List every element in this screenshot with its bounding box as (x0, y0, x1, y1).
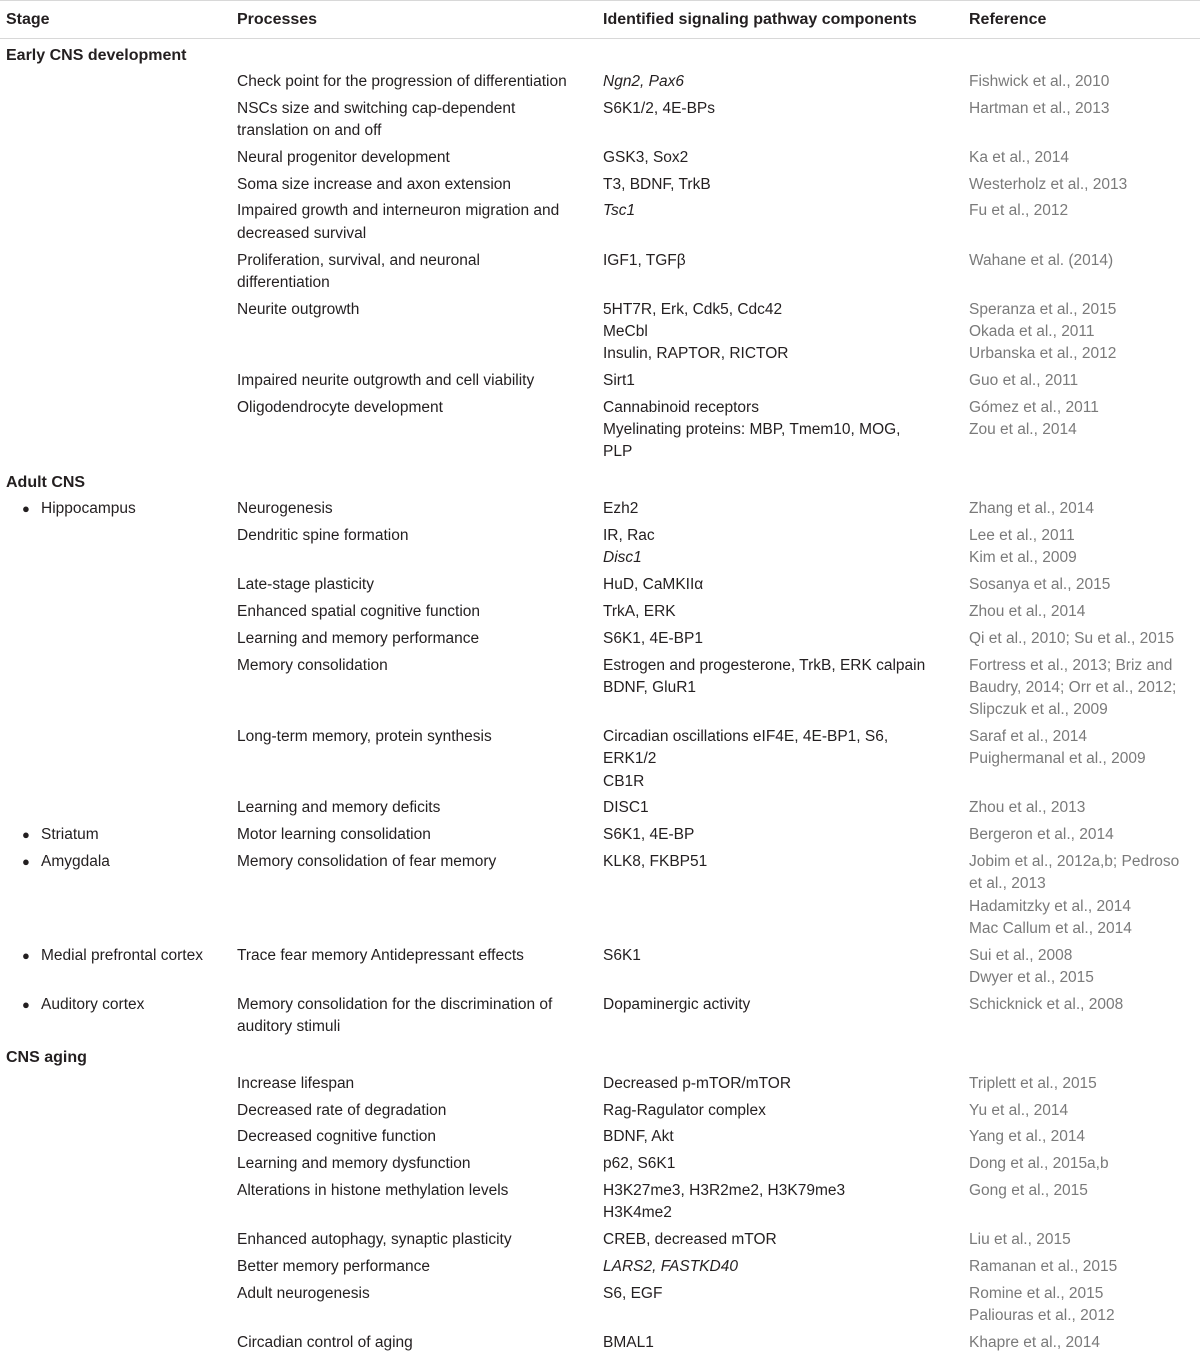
cell-line: Insulin, RAPTOR, RICTOR (603, 345, 789, 363)
components-cell (603, 1124, 969, 1151)
cell-line: LARS2, FASTKD40 (603, 1257, 738, 1275)
cell-line: Cannabinoid receptors (603, 398, 759, 416)
cell-line: Proliferation, survival, and neuronal (237, 251, 480, 269)
table-row (0, 1071, 1200, 1098)
table-row (0, 992, 1200, 1041)
components-cell (603, 1281, 969, 1330)
components-cell (603, 198, 969, 247)
process-cell (237, 1330, 603, 1357)
cell-line: PLP (603, 443, 633, 461)
cell-line: Slipczuk et al., 2009 (969, 701, 1108, 719)
cell-line: Wahane et al. (2014) (969, 251, 1114, 269)
cell-line: Neurite outgrowth (237, 300, 360, 318)
cell-line: Motor learning consolidation (237, 826, 431, 844)
cell-line: Khapre et al., 2014 (969, 1333, 1100, 1351)
table-row (0, 145, 1200, 172)
region-label: Amygdala (41, 852, 110, 870)
cell-line: Ezh2 (603, 500, 639, 518)
cell-line: Soma size increase and axon extension (237, 175, 511, 193)
process-cell (237, 1227, 603, 1254)
stage-cell (0, 572, 237, 599)
components-cell (603, 1151, 969, 1178)
components-cell (603, 1330, 969, 1357)
reference-cell (969, 523, 1200, 572)
bullet-icon: ● (22, 947, 30, 963)
cell-line: S6K1/2, 4E-BPs (603, 99, 716, 117)
stage-cell (0, 198, 237, 247)
cell-line: Check point for the progression of differentiation (237, 73, 567, 90)
stage-cell (0, 395, 237, 466)
section-title: Early CNS development (6, 47, 187, 64)
cell-line: Sosanya et al., 2015 (969, 576, 1111, 594)
cell-line: ERK1/2 (603, 750, 657, 768)
components-cell (603, 496, 969, 523)
cell-line: GSK3, Sox2 (603, 148, 689, 166)
components-cell (603, 572, 969, 599)
process-cell (237, 297, 603, 368)
reference-cell (969, 1071, 1200, 1098)
cell-line: Romine et al., 2015 (969, 1284, 1104, 1302)
cell-line: Enhanced autophagy, synaptic plasticity (237, 1231, 512, 1249)
stage-cell (0, 297, 237, 368)
components-cell (603, 368, 969, 395)
stage-cell (0, 1098, 237, 1125)
reference-cell (969, 1151, 1200, 1178)
process-cell (237, 626, 603, 653)
cell-line: Zhou et al., 2014 (969, 602, 1086, 620)
cell-line: Sirt1 (603, 372, 635, 390)
cell-line: Sui et al., 2008 (969, 946, 1073, 964)
cell-line: Estrogen and progesterone, TrkB, ERK calpain (603, 656, 926, 674)
cell-line: HuD, CaMKIIα (603, 576, 704, 594)
header-reference: Reference (969, 1, 1200, 39)
reference-cell (969, 172, 1200, 199)
reference-cell (969, 1098, 1200, 1125)
cell-line: Zhang et al., 2014 (969, 500, 1094, 518)
cell-line: Circadian oscillations eIF4E, 4E-BP1, S6, (603, 727, 889, 745)
cell-line: auditory stimuli (237, 1017, 341, 1035)
components-cell (603, 1098, 969, 1125)
cell-line: Learning and memory performance (237, 629, 480, 647)
stage-cell (0, 496, 237, 523)
reference-cell (969, 395, 1200, 466)
reference-cell (969, 368, 1200, 395)
cell-line: Zhou et al., 2013 (969, 799, 1086, 817)
reference-cell (969, 724, 1200, 795)
cell-line: Yu et al., 2014 (969, 1101, 1069, 1119)
cell-line: Trace fear memory Antidepressant effects (237, 946, 524, 964)
table-row (0, 1124, 1200, 1151)
cell-line: Increase lifespan (237, 1074, 355, 1092)
cell-line: Yang et al., 2014 (969, 1128, 1086, 1146)
components-cell (603, 1178, 969, 1227)
stage-cell (0, 1124, 237, 1151)
cell-line: Lee et al., 2011 (969, 527, 1075, 545)
table-row (0, 96, 1200, 145)
reference-cell (969, 496, 1200, 523)
cell-line: decreased survival (237, 224, 367, 242)
cell-line: IR, Rac (603, 527, 655, 545)
cell-line: Decreased cognitive function (237, 1128, 437, 1146)
components-cell (603, 795, 969, 822)
cell-line: MeCbl (603, 322, 648, 340)
section-title: CNS aging (6, 1048, 87, 1066)
table-row (0, 1254, 1200, 1281)
header-row (0, 1, 1200, 39)
cell-line: Learning and memory dysfunction (237, 1155, 471, 1173)
table-row (0, 368, 1200, 395)
table-body (0, 39, 1200, 1357)
stage-cell (0, 1071, 237, 1098)
process-cell (237, 795, 603, 822)
cell-line: translation on and off (237, 122, 382, 140)
process-cell (237, 69, 603, 96)
reference-cell (969, 1178, 1200, 1227)
stage-cell (0, 599, 237, 626)
cell-line: Hartman et al., 2013 (969, 99, 1110, 117)
cell-line: Tsc1 (603, 202, 636, 220)
reference-cell (969, 599, 1200, 626)
cell-line: Memory consolidation for the discrimination of (237, 995, 553, 1013)
cell-line: Ka et al., 2014 (969, 148, 1069, 166)
cell-line: Neural progenitor development (237, 148, 450, 166)
region-label: Medial prefrontal cortex (41, 946, 203, 964)
table-row (0, 297, 1200, 368)
cell-line: Hadamitzky et al., 2014 (969, 897, 1131, 915)
components-cell (603, 297, 969, 368)
cell-line: Dwyer et al., 2015 (969, 968, 1094, 986)
stage-cell (0, 1227, 237, 1254)
cell-line: Long-term memory, protein synthesis (237, 727, 492, 745)
process-cell (237, 1151, 603, 1178)
process-cell (237, 1071, 603, 1098)
components-cell (603, 849, 969, 943)
process-cell (237, 96, 603, 145)
stage-cell (0, 368, 237, 395)
cell-line: differentiation (237, 273, 330, 291)
reference-cell (969, 943, 1200, 992)
table-row (0, 1227, 1200, 1254)
components-cell (603, 626, 969, 653)
cell-line: et al., 2013 (969, 875, 1046, 893)
section-row (0, 39, 1200, 70)
reference-cell (969, 1281, 1200, 1330)
cell-line: CREB, decreased mTOR (603, 1231, 777, 1249)
cell-line: S6K1, 4E-BP1 (603, 629, 703, 647)
cell-line: Saraf et al., 2014 (969, 727, 1088, 745)
cell-line: KLK8, FKBP51 (603, 852, 708, 870)
cell-line: Myelinating proteins: MBP, Tmem10, MOG, (603, 421, 901, 439)
stage-cell (0, 523, 237, 572)
cell-line: Fishwick et al., 2010 (969, 73, 1110, 90)
bullet-icon: ● (22, 827, 30, 843)
process-cell (237, 849, 603, 943)
components-cell (603, 395, 969, 466)
components-cell (603, 172, 969, 199)
components-cell (603, 1071, 969, 1098)
table-row (0, 822, 1200, 849)
stage-cell (0, 1281, 237, 1330)
bullet-icon: ● (22, 996, 30, 1012)
cell-line: Zou et al., 2014 (969, 421, 1077, 439)
cell-line: Gómez et al., 2011 (969, 398, 1099, 416)
stage-cell (0, 992, 237, 1041)
cell-line: Ramanan et al., 2015 (969, 1257, 1118, 1275)
reference-cell (969, 1227, 1200, 1254)
components-cell (603, 145, 969, 172)
table-row (0, 795, 1200, 822)
cell-line: Bergeron et al., 2014 (969, 826, 1114, 844)
cell-line: Triplett et al., 2015 (969, 1074, 1097, 1092)
components-cell (603, 992, 969, 1041)
stage-cell (0, 795, 237, 822)
table-row (0, 1098, 1200, 1125)
process-cell (237, 599, 603, 626)
cell-line: Mac Callum et al., 2014 (969, 919, 1132, 937)
reference-cell (969, 795, 1200, 822)
components-cell (603, 69, 969, 96)
components-cell (603, 248, 969, 297)
cell-line: Impaired growth and interneuron migration and (237, 202, 560, 220)
stage-cell (0, 1254, 237, 1281)
stage-cell (0, 653, 237, 724)
table-row (0, 523, 1200, 572)
cell-line: Ngn2, Pax6 (603, 73, 684, 90)
cell-line: 5HT7R, Erk, Cdk5, Cdc42 (603, 300, 783, 318)
process-cell (237, 724, 603, 795)
cell-line: Fu et al., 2012 (969, 202, 1069, 220)
process-cell (237, 1124, 603, 1151)
cell-line: Disc1 (603, 549, 642, 567)
components-cell (603, 96, 969, 145)
table-row (0, 626, 1200, 653)
cell-line: Decreased rate of degradation (237, 1101, 447, 1119)
region-label: Striatum (41, 826, 99, 844)
stage-cell (0, 822, 237, 849)
region-label: Hippocampus (41, 500, 136, 518)
process-cell (237, 943, 603, 992)
reference-cell (969, 653, 1200, 724)
cell-line: Urbanska et al., 2012 (969, 345, 1117, 363)
cell-line: BMAL1 (603, 1333, 654, 1351)
reference-cell (969, 1254, 1200, 1281)
cell-line: Speranza et al., 2015 (969, 300, 1117, 318)
process-cell (237, 523, 603, 572)
reference-cell (969, 992, 1200, 1041)
cell-line: Better memory performance (237, 1257, 430, 1275)
process-cell (237, 1098, 603, 1125)
cell-line: CB1R (603, 772, 645, 790)
table-row (0, 599, 1200, 626)
cell-line: Dopaminergic activity (603, 995, 751, 1013)
cell-line: Liu et al., 2015 (969, 1231, 1071, 1249)
cell-line: BDNF, Akt (603, 1128, 674, 1146)
table-row (0, 1281, 1200, 1330)
cell-line: Baudry, 2014; Orr et al., 2012; (969, 678, 1177, 696)
cell-line: Decreased p-mTOR/mTOR (603, 1074, 792, 1092)
cell-line: Paliouras et al., 2012 (969, 1306, 1115, 1324)
cell-line: S6K1, 4E-BP (603, 826, 695, 844)
components-cell (603, 724, 969, 795)
cell-line: NSCs size and switching cap-dependent (237, 99, 516, 117)
reference-cell (969, 198, 1200, 247)
cell-line: p62, S6K1 (603, 1155, 676, 1173)
cell-line: Late-stage plasticity (237, 576, 374, 594)
process-cell (237, 172, 603, 199)
table-row (0, 1151, 1200, 1178)
table-row (0, 849, 1200, 943)
table-row (0, 496, 1200, 523)
table-row (0, 172, 1200, 199)
table-row (0, 1178, 1200, 1227)
table-row (0, 1330, 1200, 1357)
components-cell (603, 943, 969, 992)
components-cell (603, 1227, 969, 1254)
reference-cell (969, 1330, 1200, 1357)
table-row (0, 724, 1200, 795)
header-processes: Processes (237, 1, 603, 39)
cell-line: Memory consolidation (237, 656, 388, 674)
stage-cell (0, 248, 237, 297)
table-row (0, 653, 1200, 724)
stage-cell (0, 943, 237, 992)
cell-line: Enhanced spatial cognitive function (237, 602, 480, 620)
stage-cell (0, 626, 237, 653)
cell-line: Westerholz et al., 2013 (969, 175, 1128, 193)
reference-cell (969, 248, 1200, 297)
cell-line: Rag-Ragulator complex (603, 1101, 766, 1119)
cell-line: DISC1 (603, 799, 649, 817)
reference-cell (969, 145, 1200, 172)
table-row (0, 572, 1200, 599)
cell-line: Schicknick et al., 2008 (969, 995, 1124, 1013)
components-cell (603, 822, 969, 849)
stage-cell (0, 849, 237, 943)
process-cell (237, 1281, 603, 1330)
components-cell (603, 653, 969, 724)
region-label: Auditory cortex (41, 995, 145, 1013)
stage-cell (0, 172, 237, 199)
cell-line: Adult neurogenesis (237, 1284, 370, 1302)
process-cell (237, 198, 603, 247)
components-cell (603, 523, 969, 572)
cell-line: Alterations in histone methylation levels (237, 1181, 509, 1199)
reference-cell (969, 626, 1200, 653)
cell-line: Puighermanal et al., 2009 (969, 750, 1146, 768)
cell-line: Learning and memory deficits (237, 799, 441, 817)
reference-cell (969, 1124, 1200, 1151)
section-title: Adult CNS (6, 474, 86, 492)
stage-cell (0, 1330, 237, 1357)
cell-line: Dong et al., 2015a,b (969, 1155, 1109, 1173)
cell-line: Fortress et al., 2013; Briz and (969, 656, 1173, 674)
table-row (0, 198, 1200, 247)
cell-line: S6K1 (603, 946, 641, 964)
table-row (0, 69, 1200, 96)
process-cell (237, 572, 603, 599)
stage-cell (0, 1178, 237, 1227)
header-stage: Stage (0, 1, 237, 39)
table-row (0, 395, 1200, 466)
process-cell (237, 822, 603, 849)
cell-line: Impaired neurite outgrowth and cell viability (237, 372, 535, 390)
section-row (0, 1041, 1200, 1071)
stage-cell (0, 96, 237, 145)
process-cell (237, 496, 603, 523)
reference-cell (969, 297, 1200, 368)
process-cell (237, 1178, 603, 1227)
cell-line: Jobim et al., 2012a,b; Pedroso (969, 852, 1180, 870)
table-row (0, 248, 1200, 297)
header-components: Identified signaling pathway components (603, 1, 969, 39)
cell-line: Circadian control of aging (237, 1333, 413, 1351)
cell-line: Memory consolidation of fear memory (237, 852, 497, 870)
cell-line: Neurogenesis (237, 500, 333, 518)
stage-cell (0, 724, 237, 795)
cell-line: Guo et al., 2011 (969, 372, 1079, 390)
bullet-icon: ● (22, 853, 30, 869)
cell-line: Dendritic spine formation (237, 527, 409, 545)
cell-line: IGF1, TGFβ (603, 251, 686, 269)
cell-line: Gong et al., 2015 (969, 1181, 1088, 1199)
cell-line: BDNF, GluR1 (603, 678, 697, 696)
cell-line: Okada et al., 2011 (969, 322, 1095, 340)
section-row (0, 466, 1200, 496)
cell-line: TrkA, ERK (603, 602, 676, 620)
reference-cell (969, 849, 1200, 943)
process-cell (237, 248, 603, 297)
stage-cell (0, 1151, 237, 1178)
process-cell (237, 1254, 603, 1281)
reference-cell (969, 69, 1200, 96)
bullet-icon: ● (22, 501, 30, 517)
cell-line: H3K4me2 (603, 1204, 672, 1222)
process-cell (237, 653, 603, 724)
cell-line: Qi et al., 2010; Su et al., 2015 (969, 629, 1175, 647)
reference-cell (969, 572, 1200, 599)
cell-line: S6, EGF (603, 1284, 663, 1302)
cell-line: H3K27me3, H3R2me2, H3K79me3 (603, 1181, 846, 1199)
stage-cell (0, 145, 237, 172)
process-cell (237, 992, 603, 1041)
process-cell (237, 395, 603, 466)
cell-line: T3, BDNF, TrkB (603, 175, 711, 193)
stage-cell (0, 69, 237, 96)
reference-cell (969, 96, 1200, 145)
reference-cell (969, 822, 1200, 849)
process-cell (237, 368, 603, 395)
cell-line: Kim et al., 2009 (969, 549, 1077, 567)
components-cell (603, 1254, 969, 1281)
cell-line: Oligodendrocyte development (237, 398, 443, 416)
table-row (0, 943, 1200, 992)
components-cell (603, 599, 969, 626)
process-cell (237, 145, 603, 172)
